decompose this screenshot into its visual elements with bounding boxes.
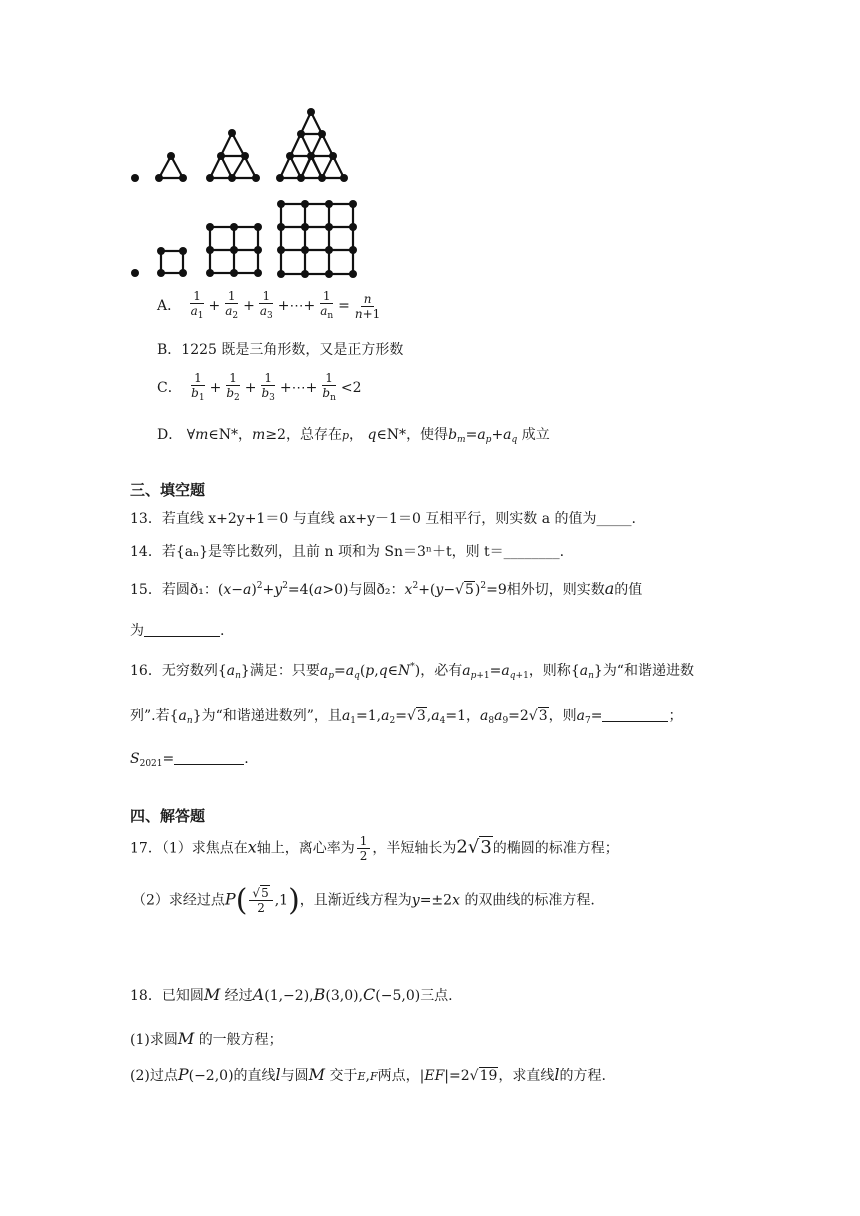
question-18-part-2: (2)过点P(−2,0)的直线l与圆M 交于E,F两点，|EF|=2√19，求直线l的方程. — [130, 1065, 606, 1084]
section-heading-fill-in: 三、填空题 — [130, 481, 206, 499]
section-heading-solutions: 四、解答题 — [130, 807, 206, 825]
question-13: 13．若直线 x+2y+1＝0 与直线 ax+y－1＝0 互相平行，则实数 a 的值为_____. — [130, 511, 636, 527]
question-15-answer: 为 . — [130, 623, 225, 639]
option-b[interactable]: B．1225 既是三角形数，又是正方形数 — [157, 342, 404, 358]
answer-blank[interactable] — [602, 707, 668, 722]
answer-blank[interactable] — [144, 622, 220, 637]
option-d[interactable]: D． ∀m∈N*，m≥2，总存在p， q∈N*，使得$b_m=a_p+a_q$ 成立 — [157, 427, 550, 445]
figurate-numbers-figure — [120, 100, 370, 280]
answer-blank[interactable] — [174, 750, 244, 765]
option-c[interactable]: C． $\frac{1}{b_1}$ + $\frac{1}{b_2}$ + $\frac{1}{b_3}$ +⋯+ $\frac{1}{b_n}$ <2 — [157, 371, 362, 403]
question-14: 14．若{aₙ}是等比数列，且前 n 项和为 Sn＝3ⁿ＋t，则 t＝________. — [130, 544, 565, 560]
question-16: 16．无穷数列$\{a_n\}$满足：只要$a_p=a_q(p,q\in N^*)$，必有$a_{p+1}=a_{q+1}$，则称$\{a_n\}$为“和谐递进数 — [130, 662, 694, 681]
question-17-part-1: 17．（1）求焦点在x轴上，离心率为 $\frac{1}{2}$ ，半短轴长为2√3的椭圆的标准方程； — [130, 834, 619, 863]
question-15: 15．若圆ð₁：$(x-a)^2+y^2=4(a>0)$与圆ð₂：$x^2+(y-√5)^2=9$相外切，则实数a的值 — [130, 579, 643, 598]
question-18: 18．已知圆M 经过A(1,−2),B(3,0),C(−5,0)三点. — [130, 985, 453, 1004]
question-16-line2: 列”.若$\{a_n\}$为“和谐递进数列”，且$a_1=1,a_2=√3,a_4=1$，$a_8a_9=2√3$，则$a_7=$ ； — [130, 708, 683, 726]
question-16-line3: $S_{2021}=$ . — [130, 751, 249, 769]
question-17-part-2: （2）求经过点P( $\frac{√5}{2}$ ,1)，且渐近线方程为y=±2x 的双曲线的标准方程. — [132, 883, 595, 918]
option-b-text: 1225 既是三角形数，又是正方形数 — [181, 342, 404, 358]
fraction: $\frac{1}{a_1}$ — [190, 289, 204, 321]
question-18-part-1: (1)求圆M 的一般方程； — [130, 1029, 283, 1048]
option-a[interactable]: A． $\frac{1}{a_1}$ + $\frac{1}{a_2}$ + $\frac{1}{a_3}$ +⋯+ $\frac{1}{a_n}$ = $\frac{n}{n+1}$ — [157, 289, 381, 321]
